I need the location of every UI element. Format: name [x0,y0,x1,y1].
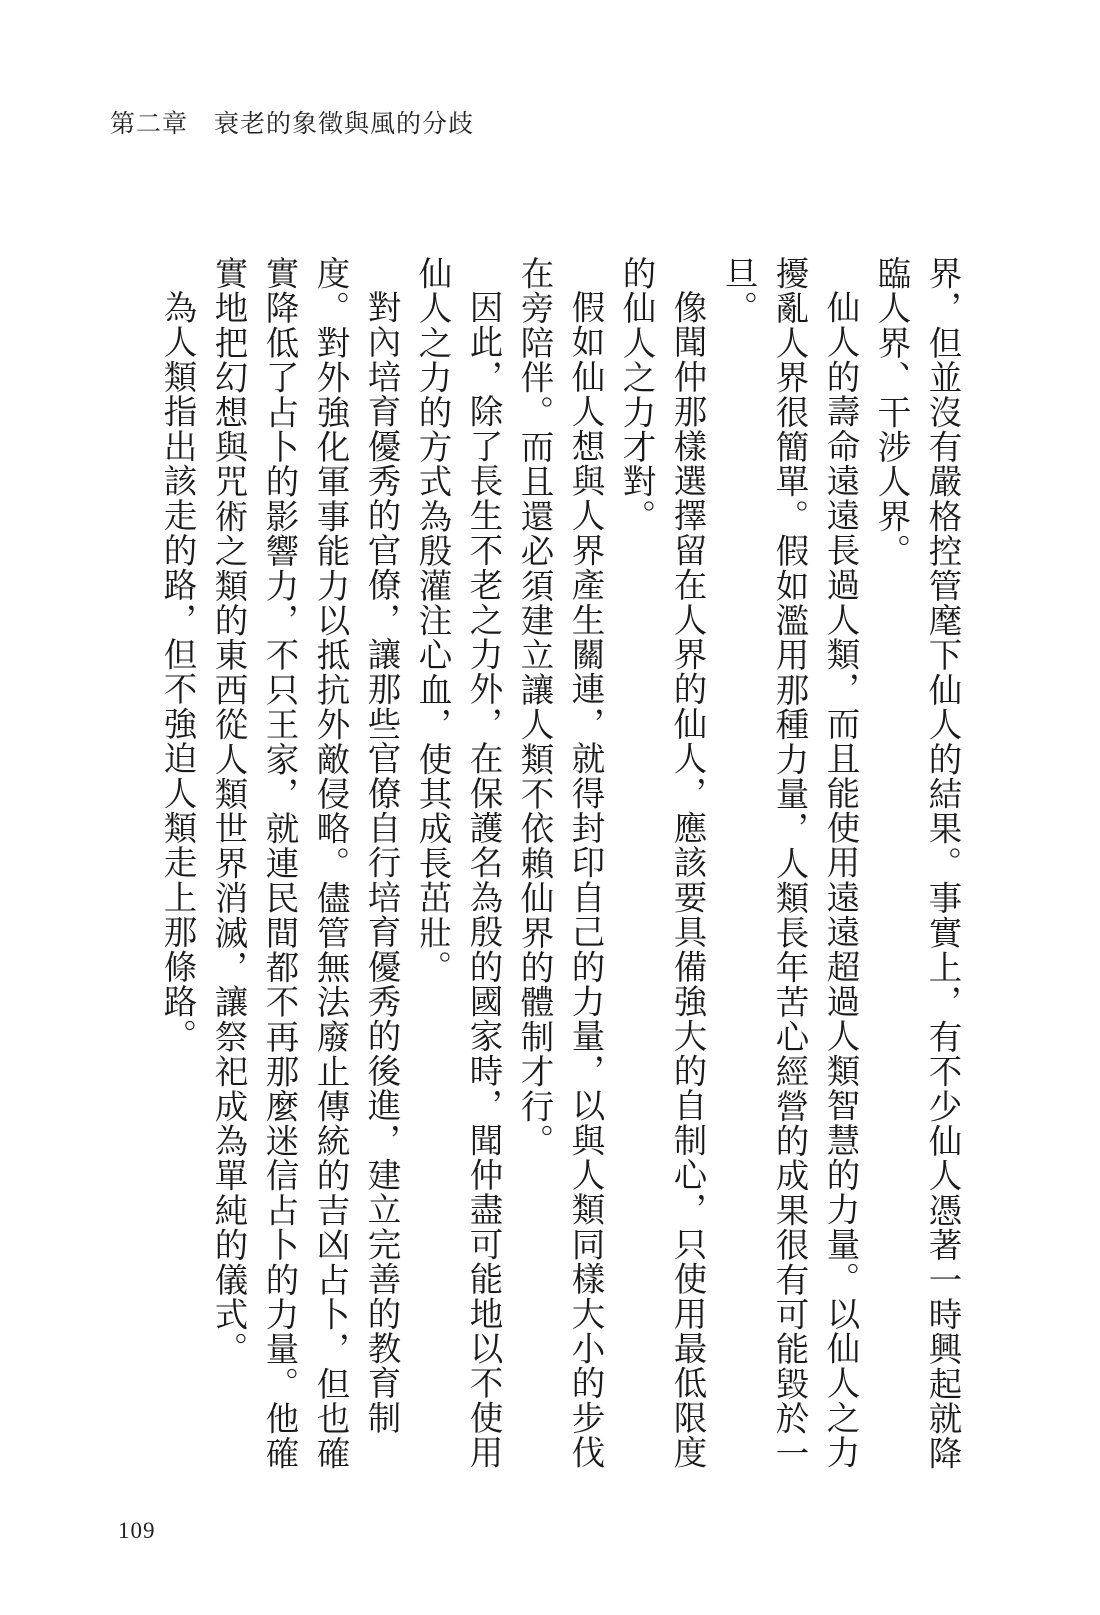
paragraph-5: 因此，除了長生不老之力外，在保護名為殷的國家時，聞仲盡可能地以不使用仙人之力的方式為殷灌注心血，使其成長茁壯。 [413,256,503,1470]
paragraph-3: 像聞仲那樣選擇留在人界的仙人，應該要具備強大的自制心，只使用最低限度的仙人之力才對。 [617,256,707,1470]
chapter-header [110,104,474,140]
paragraph-2: 仙人的壽命遠遠長過人類，而且能使用遠遠超過人類智慧的力量。以仙人之力擾亂人界很簡單。假如濫用那種力量，人類長年苦心經營的成果很有可能毀於一旦。 [719,256,860,1471]
chapter-label: 第二章 [110,109,189,138]
chapter-title: 衰老的象徵與風的分歧 [214,109,475,138]
paragraph-6: 對內培育優秀的官僚，讓那些官僚自行培育優秀的後進，建立完善的教育制度。對外強化軍事能力以抵抗外敵侵略。儘管無法廢止傳統的吉凶占卜，但也確實降低了占卜的影響力，不只王家，就連民間都不再那麼迷信占卜的力量。他確實地把幻想與咒術之類的東西從人類世界消滅，讓祭祀成為單純的儀式。 [209,256,401,1471]
paragraph-1: 界，但並沒有嚴格控管麾下仙人的結果。事實上，有不少仙人憑著一時興起就降臨人界、干涉人界。 [872,256,962,1471]
paragraph-7: 為人類指出該走的路，但不強迫人類走上那條路。 [158,289,197,1053]
vertical-body-text [148,256,968,1496]
paragraph-4: 假如仙人想與人界產生關連，就得封印自己的力量，以與人類同樣大小的步伐在旁陪伴。而且還必須建立讓人類不依賴仙界的體制才行。 [515,256,605,1470]
page-number: 109 [118,1518,156,1543]
